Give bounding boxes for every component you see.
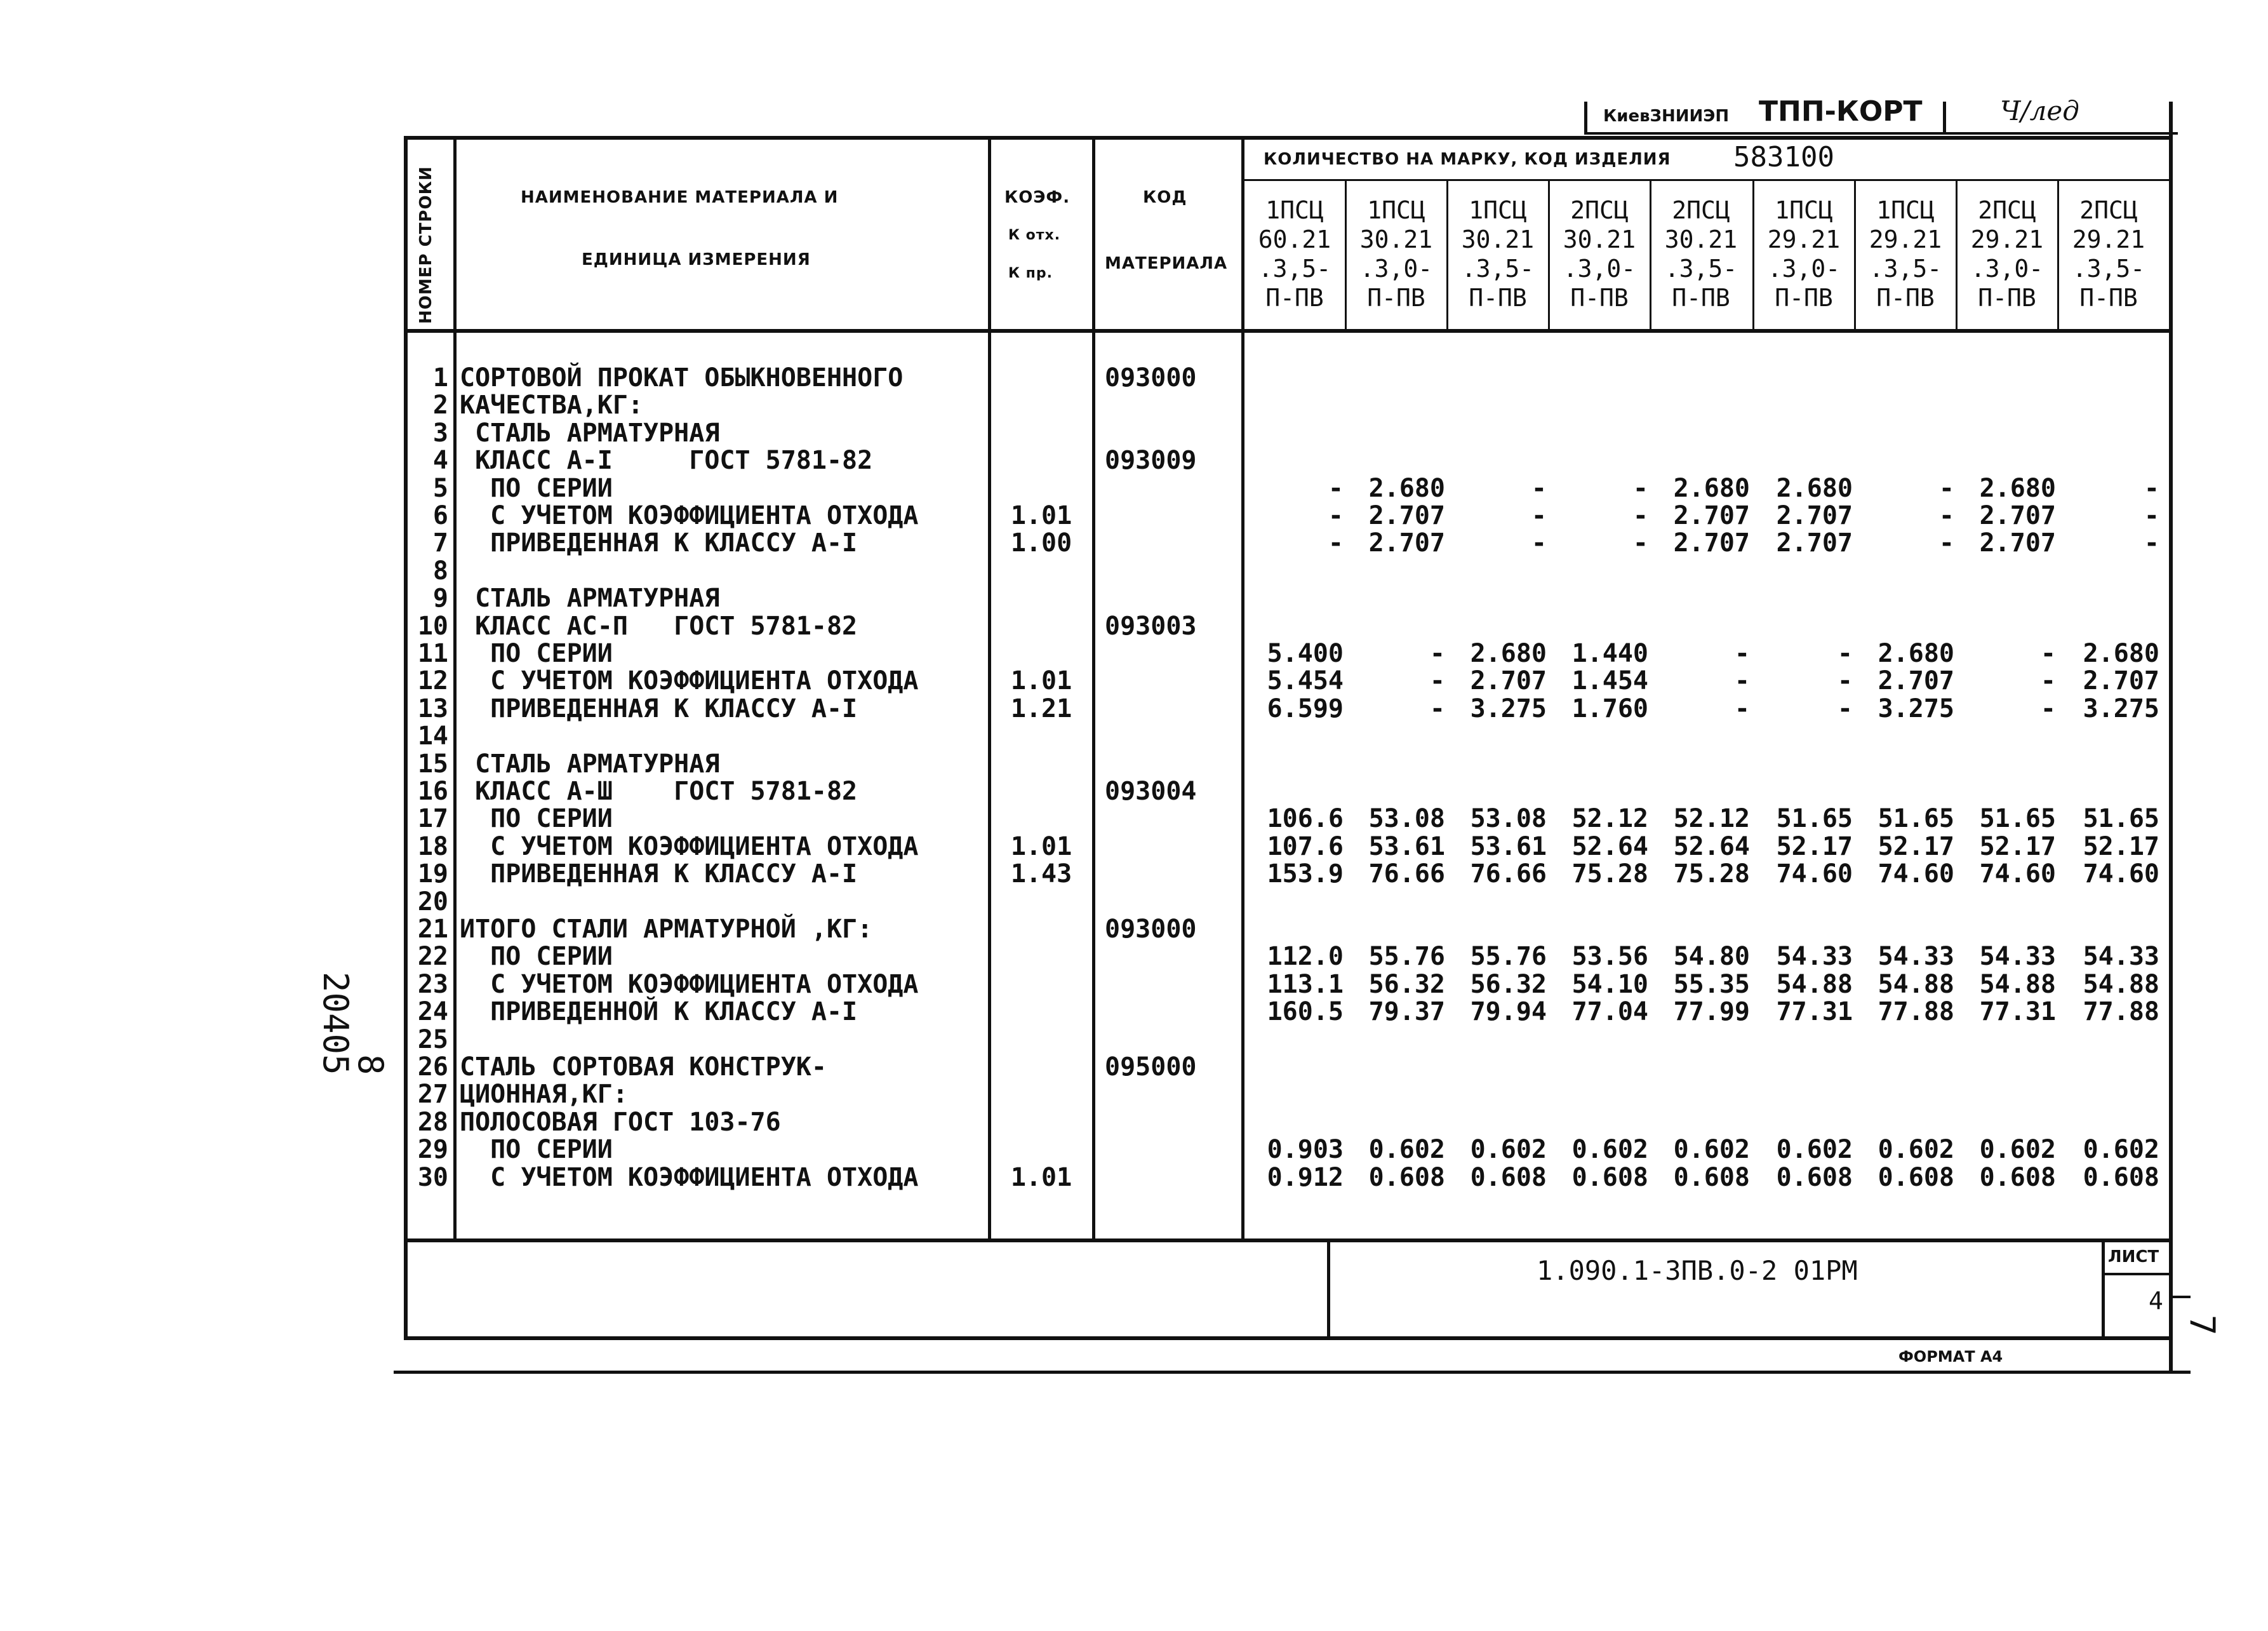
column-header-line: 60.21 [1258, 225, 1331, 253]
row-number: 24 [417, 997, 448, 1026]
column-header-line: .3,5- [1869, 255, 1942, 283]
quantity-value: 0.602 [1571, 1135, 1648, 1164]
quantity-value: 0.903 [1267, 1135, 1344, 1164]
quantity-value: 77.88 [1878, 997, 1954, 1026]
row-number: 11 [417, 639, 448, 668]
material-name: С УЧЕТОМ КОЭФФИЦИЕНТА ОТХОДА [460, 501, 919, 530]
quantity-value: 2.707 [2083, 666, 2159, 695]
document-code: 1.090.1-3ПВ.0-2 01РМ [1537, 1255, 1858, 1286]
quantity-value: - [1734, 639, 1750, 668]
quantity-value: 2.707 [1673, 528, 1750, 558]
material-name: КЛАСС АС-П ГОСТ 5781-82 [460, 612, 858, 641]
quantity-value: 0.602 [1368, 1135, 1445, 1164]
quantity-value: 55.76 [1470, 942, 1547, 971]
column-header-line: 29.21 [1869, 225, 1942, 253]
header-bottom-border [404, 329, 2171, 333]
row-number: 12 [417, 666, 448, 695]
quantity-value: 52.17 [1776, 832, 1853, 861]
quantity-value: 54.88 [1776, 970, 1853, 999]
quantity-value: 54.10 [1571, 970, 1648, 999]
quantity-value: - [1632, 528, 1648, 558]
quantity-value: 53.08 [1368, 804, 1445, 833]
material-code: 095000 [1105, 1052, 1197, 1082]
quantity-value: 2.680 [1673, 474, 1750, 503]
page-frame-bottom [394, 1371, 2191, 1374]
footer-sheet-label-line [2102, 1273, 2171, 1275]
qty-col-divider [2057, 180, 2059, 330]
footer-sheet-divider [2102, 1238, 2105, 1340]
row-number: 27 [417, 1080, 448, 1109]
material-name: ПО СЕРИИ [460, 474, 613, 503]
quantity-value: 0.602 [1673, 1135, 1750, 1164]
row-number: 1 [432, 363, 448, 393]
column-header-line: .3,5- [1461, 255, 1535, 283]
quantity-value: 77.31 [1776, 997, 1853, 1026]
material-name-header: НАИМЕНОВАНИЕ МАТЕРИАЛА И [521, 188, 839, 207]
coefficient: 1.01 [1010, 1163, 1072, 1192]
material-code: 093003 [1105, 612, 1197, 641]
quantity-value: 76.66 [1470, 859, 1547, 889]
quantity-value: - [1837, 666, 1853, 695]
material-name: КЛАСС А-Ш ГОСТ 5781-82 [460, 777, 858, 806]
stamp-divider [1943, 102, 1946, 135]
quantity-value: 3.275 [2083, 694, 2159, 723]
quantity-header: КОЛИЧЕСТВО НА МАРКУ, КОД ИЗДЕЛИЯ [1264, 150, 1671, 169]
material-name: СТАЛЬ АРМАТУРНАЯ [460, 419, 720, 448]
qty-col-divider [1854, 180, 1856, 330]
quantity-value: 54.88 [2083, 970, 2159, 999]
quantity-value: 112.0 [1267, 942, 1344, 971]
coefficient: 1.00 [1010, 528, 1072, 558]
material-name: ПО СЕРИИ [460, 942, 613, 971]
column-header-line: П-ПВ [1570, 284, 1629, 312]
quantity-value: 0.602 [1979, 1135, 2056, 1164]
coef-header: КОЭФ. [1004, 188, 1071, 207]
col-divider-coef [1092, 136, 1095, 1241]
qty-col-divider [1548, 180, 1550, 330]
row-number: 30 [417, 1163, 448, 1192]
quantity-value: 54.33 [1979, 942, 2056, 971]
material-name: СТАЛЬ СОРТОВАЯ КОНСТРУК- [460, 1052, 827, 1082]
quantity-value: 5.454 [1267, 666, 1344, 695]
stamp-mark: ТПП-КОРТ [1759, 95, 1923, 128]
quantity-value: 0.608 [1878, 1163, 1954, 1192]
row-number: 20 [417, 887, 448, 916]
column-header-line: 2ПСЦ [2079, 196, 2138, 224]
qty-col-divider [1446, 180, 1448, 330]
row-number: 29 [417, 1135, 448, 1164]
material-name: С УЧЕТОМ КОЭФФИЦИЕНТА ОТХОДА [460, 1163, 919, 1192]
quantity-value: - [1531, 474, 1547, 503]
material-name: ПРИВЕДЕННАЯ К КЛАССУ А-I [460, 694, 858, 723]
quantity-value: 153.9 [1267, 859, 1344, 889]
quantity-value: - [1734, 666, 1750, 695]
quantity-value: 53.61 [1470, 832, 1547, 861]
body-bottom-border [404, 1238, 2171, 1242]
quantity-value: 56.32 [1368, 970, 1445, 999]
quantity-value: 52.12 [1673, 804, 1750, 833]
quantity-value: 2.707 [1776, 528, 1853, 558]
side-number: 20405 [316, 972, 356, 1075]
quantity-value: 160.5 [1267, 997, 1344, 1026]
quantity-value: 2.680 [2083, 639, 2159, 668]
quantity-value: 2.680 [1979, 474, 2056, 503]
material-name: ПО СЕРИИ [460, 639, 613, 668]
material-name: ПРИВЕДЕННАЯ К КЛАССУ А-I [460, 859, 858, 889]
quantity-value: - [1328, 528, 1344, 558]
col-divider-name [988, 136, 991, 1241]
quantity-value: 55.76 [1368, 942, 1445, 971]
column-header-line: .3,5- [1664, 255, 1738, 283]
stamp-divider [1584, 102, 1587, 135]
material-name: ИТОГО СТАЛИ АРМАТУРНОЙ ,КГ: [460, 915, 873, 944]
quantity-value: 51.65 [1878, 804, 1954, 833]
quantity-value: 77.99 [1673, 997, 1750, 1026]
column-header-line: 2ПСЦ [1570, 196, 1629, 224]
quantity-value: 52.64 [1571, 832, 1648, 861]
quantity-value: - [1734, 694, 1750, 723]
quantity-value: - [2040, 666, 2056, 695]
quantity-value: 52.64 [1673, 832, 1750, 861]
quantity-value: 113.1 [1267, 970, 1344, 999]
quantity-value: 0.602 [1878, 1135, 1954, 1164]
quantity-value: 74.60 [2083, 859, 2159, 889]
qty-col-divider [1956, 180, 1958, 330]
quantity-value: 56.32 [1470, 970, 1547, 999]
quantity-value: 0.602 [1470, 1135, 1547, 1164]
quantity-value: 2.680 [1368, 474, 1445, 503]
coefficient: 1.21 [1010, 694, 1072, 723]
quantity-value: 53.08 [1470, 804, 1547, 833]
column-header-line: 1ПСЦ [1775, 196, 1833, 224]
material-name: ПРИВЕДЕННАЯ К КЛАССУ А-I [460, 528, 858, 558]
code-header: КОД [1143, 188, 1187, 207]
quantity-value: 1.454 [1571, 666, 1648, 695]
coefficient: 1.43 [1010, 859, 1072, 889]
quantity-value: - [2040, 639, 2056, 668]
quantity-value: 75.28 [1571, 859, 1648, 889]
stamp-signature: Ч/лед [2000, 95, 2079, 126]
column-header-line: .3,0- [1359, 255, 1433, 283]
quantity-value: 1.760 [1571, 694, 1648, 723]
quantity-value: 2.707 [1878, 666, 1954, 695]
row-number: 19 [417, 859, 448, 889]
column-header-line: 29.21 [1767, 225, 1841, 253]
quantity-value: 77.31 [1979, 997, 2056, 1026]
quantity-value: 2.707 [1776, 501, 1853, 530]
column-header-line: 29.21 [1970, 225, 2044, 253]
column-header-line: .3,0- [1767, 255, 1841, 283]
quantity-value: 2.707 [1368, 501, 1445, 530]
quantity-value: - [1938, 474, 1954, 503]
material-code: 093004 [1105, 777, 1197, 806]
material-code: 093000 [1105, 363, 1197, 393]
code-header-2: МАТЕРИАЛА [1105, 254, 1228, 273]
material-code: 093009 [1105, 446, 1197, 475]
quantity-value: 2.680 [1470, 639, 1547, 668]
quantity-value: - [1328, 474, 1344, 503]
column-header-line: .3,0- [1970, 255, 2044, 283]
quantity-value: 53.56 [1571, 942, 1648, 971]
row-number: 9 [432, 584, 448, 613]
quantity-value: 2.707 [1673, 501, 1750, 530]
material-name: С УЧЕТОМ КОЭФФИЦИЕНТА ОТХОДА [460, 666, 919, 695]
quantity-value: 54.88 [1878, 970, 1954, 999]
quantity-value: 0.602 [2083, 1135, 2159, 1164]
quantity-value: 52.17 [2083, 832, 2159, 861]
quantity-value: 0.608 [1776, 1163, 1853, 1192]
sheet-label: ЛИСТ [2108, 1247, 2159, 1266]
quantity-value: 74.60 [1979, 859, 2056, 889]
quantity-value: 2.680 [1878, 639, 1954, 668]
column-header-line: 1ПСЦ [1469, 196, 1527, 224]
column-header-line: П-ПВ [1876, 284, 1935, 312]
quantity-value: 0.602 [1776, 1135, 1853, 1164]
quantity-value: 51.65 [1979, 804, 2056, 833]
row-number: 6 [432, 501, 448, 530]
material-name: СТАЛЬ АРМАТУРНАЯ [460, 749, 720, 779]
material-name: ПРИВЕДЕННОЙ К КЛАССУ А-I [460, 997, 858, 1026]
row-number: 8 [432, 556, 448, 586]
quantity-value: 0.608 [1368, 1163, 1445, 1192]
column-header-line: 30.21 [1563, 225, 1636, 253]
quantity-value: - [1429, 694, 1445, 723]
quantity-value: 79.94 [1470, 997, 1547, 1026]
row-number: 25 [417, 1025, 448, 1054]
column-header-line: П-ПВ [1775, 284, 1833, 312]
quantity-value: 2.707 [1979, 528, 2056, 558]
qty-col-divider [1752, 180, 1754, 330]
quantity-value: - [2144, 528, 2159, 558]
material-name: КЛАСС А-I ГОСТ 5781-82 [460, 446, 873, 475]
quantity-value: - [2040, 694, 2056, 723]
quantity-value: - [1632, 474, 1648, 503]
row-number: 13 [417, 694, 448, 723]
row-number: 17 [417, 804, 448, 833]
format-label: ФОРМАТ А4 [1898, 1348, 2003, 1366]
column-header-line: 2ПСЦ [1978, 196, 2036, 224]
quantity-value: 74.60 [1776, 859, 1853, 889]
material-code: 093000 [1105, 915, 1197, 944]
quantity-value: 0.608 [1470, 1163, 1547, 1192]
material-name: КАЧЕСТВА,КГ: [460, 391, 643, 420]
quantity-value: - [2144, 501, 2159, 530]
row-number: 15 [417, 749, 448, 779]
quantity-value: 76.66 [1368, 859, 1445, 889]
column-header-line: .3,5- [1258, 255, 1331, 283]
col-divider-rownum [453, 136, 457, 1241]
quantity-value: 55.35 [1673, 970, 1750, 999]
quantity-value: 52.17 [1979, 832, 2056, 861]
stamp-underline [1587, 132, 2178, 135]
quantity-value: - [1328, 501, 1344, 530]
column-header-line: 30.21 [1461, 225, 1535, 253]
footer-divider [1327, 1238, 1330, 1340]
quantity-value: 54.33 [2083, 942, 2159, 971]
row-number: 22 [417, 942, 448, 971]
quantity-value: 54.88 [1979, 970, 2056, 999]
quantity-value: - [1837, 694, 1853, 723]
quantity-value: 0.608 [2083, 1163, 2159, 1192]
side-digit: 8 [350, 1054, 390, 1075]
column-header-line: 29.21 [2072, 225, 2145, 253]
column-header-line: П-ПВ [2079, 284, 2138, 312]
corner-mark: 7 [2182, 1315, 2222, 1336]
material-name: ПО СЕРИИ [460, 1135, 613, 1164]
quantity-value: 2.707 [1368, 528, 1445, 558]
row-number: 14 [417, 722, 448, 751]
row-number: 18 [417, 832, 448, 861]
material-name: ПО СЕРИИ [460, 804, 613, 833]
coef-waste-header: К отх. [1008, 227, 1061, 243]
quantity-value: 53.61 [1368, 832, 1445, 861]
coefficient: 1.01 [1010, 666, 1072, 695]
row-number: 4 [432, 446, 448, 475]
quantity-value: 51.65 [2083, 804, 2159, 833]
quantity-value: - [1531, 501, 1547, 530]
sheet-number: 4 [2149, 1287, 2163, 1315]
coef-reduction-header: К пр. [1008, 265, 1053, 281]
quantity-value: - [2144, 474, 2159, 503]
coefficient: 1.01 [1010, 832, 1072, 861]
quantity-value: 0.608 [1673, 1163, 1750, 1192]
qty-header-divider [1241, 179, 2171, 181]
quantity-value: 0.912 [1267, 1163, 1344, 1192]
quantity-value: 75.28 [1673, 859, 1750, 889]
row-number-header: НОМЕР СТРОКИ [417, 166, 436, 324]
material-name: ПОЛОСОВАЯ ГОСТ 103-76 [460, 1108, 781, 1137]
quantity-value: 54.80 [1673, 942, 1750, 971]
quantity-value: - [1938, 528, 1954, 558]
quantity-value: - [1429, 639, 1445, 668]
row-number: 28 [417, 1108, 448, 1137]
quantity-value: 2.680 [1776, 474, 1853, 503]
row-number: 16 [417, 777, 448, 806]
row-number: 5 [432, 474, 448, 503]
quantity-value: 0.608 [1571, 1163, 1648, 1192]
quantity-value: 52.17 [1878, 832, 1954, 861]
corner-tick [2171, 1296, 2191, 1298]
quantity-value: 74.60 [1878, 859, 1954, 889]
stamp-org: КиевЗНИИЭП [1603, 107, 1730, 126]
quantity-value: 51.65 [1776, 804, 1853, 833]
column-header-line: .3,5- [2072, 255, 2145, 283]
column-header-line: 30.21 [1664, 225, 1738, 253]
column-header-line: 1ПСЦ [1265, 196, 1324, 224]
coefficient: 1.01 [1010, 501, 1072, 530]
column-header-line: 2ПСЦ [1672, 196, 1730, 224]
quantity-value: - [1632, 501, 1648, 530]
quantity-value: 79.37 [1368, 997, 1445, 1026]
quantity-value: 5.400 [1267, 639, 1344, 668]
table-bottom-border [404, 1336, 2171, 1340]
table-right-border [2169, 102, 2173, 1374]
material-name: С УЧЕТОМ КОЭФФИЦИЕНТА ОТХОДА [460, 970, 919, 999]
quantity-value: - [1531, 528, 1547, 558]
quantity-value: 3.275 [1878, 694, 1954, 723]
quantity-value: 2.707 [1470, 666, 1547, 695]
table-top-border [404, 136, 2171, 140]
column-header-line: П-ПВ [1367, 284, 1425, 312]
product-code: 583100 [1733, 141, 1834, 173]
column-header-line: 1ПСЦ [1876, 196, 1935, 224]
row-number: 23 [417, 970, 448, 999]
quantity-value: 3.275 [1470, 694, 1547, 723]
qty-col-divider [1345, 180, 1347, 330]
quantity-value: 107.6 [1267, 832, 1344, 861]
quantity-value: 52.12 [1571, 804, 1648, 833]
row-number: 21 [417, 915, 448, 944]
material-name: СТАЛЬ АРМАТУРНАЯ [460, 584, 720, 613]
material-name: ЦИОННАЯ,КГ: [460, 1080, 628, 1109]
quantity-value: 54.33 [1878, 942, 1954, 971]
quantity-value: 0.608 [1979, 1163, 2056, 1192]
row-number: 10 [417, 612, 448, 641]
column-header-line: П-ПВ [1265, 284, 1324, 312]
quantity-value: 2.707 [1979, 501, 2056, 530]
row-number: 7 [432, 528, 448, 558]
quantity-value: 77.88 [2083, 997, 2159, 1026]
row-number: 3 [432, 419, 448, 448]
quantity-value: - [1837, 639, 1853, 668]
quantity-value: 54.33 [1776, 942, 1853, 971]
quantity-value: 6.599 [1267, 694, 1344, 723]
quantity-value: - [1938, 501, 1954, 530]
column-header-line: 30.21 [1359, 225, 1433, 253]
column-header-line: П-ПВ [1469, 284, 1527, 312]
column-header-line: .3,0- [1563, 255, 1636, 283]
material-name: С УЧЕТОМ КОЭФФИЦИЕНТА ОТХОДА [460, 832, 919, 861]
row-number: 26 [417, 1052, 448, 1082]
material-name: СОРТОВОЙ ПРОКАТ ОБЫКНОВЕННОГО [460, 363, 904, 393]
column-header-line: П-ПВ [1978, 284, 2036, 312]
quantity-value: 106.6 [1267, 804, 1344, 833]
unit-header: ЕДИНИЦА ИЗМЕРЕНИЯ [582, 250, 811, 269]
qty-col-divider [1650, 180, 1651, 330]
row-number: 2 [432, 391, 448, 420]
column-header-line: 1ПСЦ [1367, 196, 1425, 224]
quantity-value: 1.440 [1571, 639, 1648, 668]
quantity-value: - [1429, 666, 1445, 695]
column-header-line: П-ПВ [1672, 284, 1730, 312]
quantity-value: 77.04 [1571, 997, 1648, 1026]
